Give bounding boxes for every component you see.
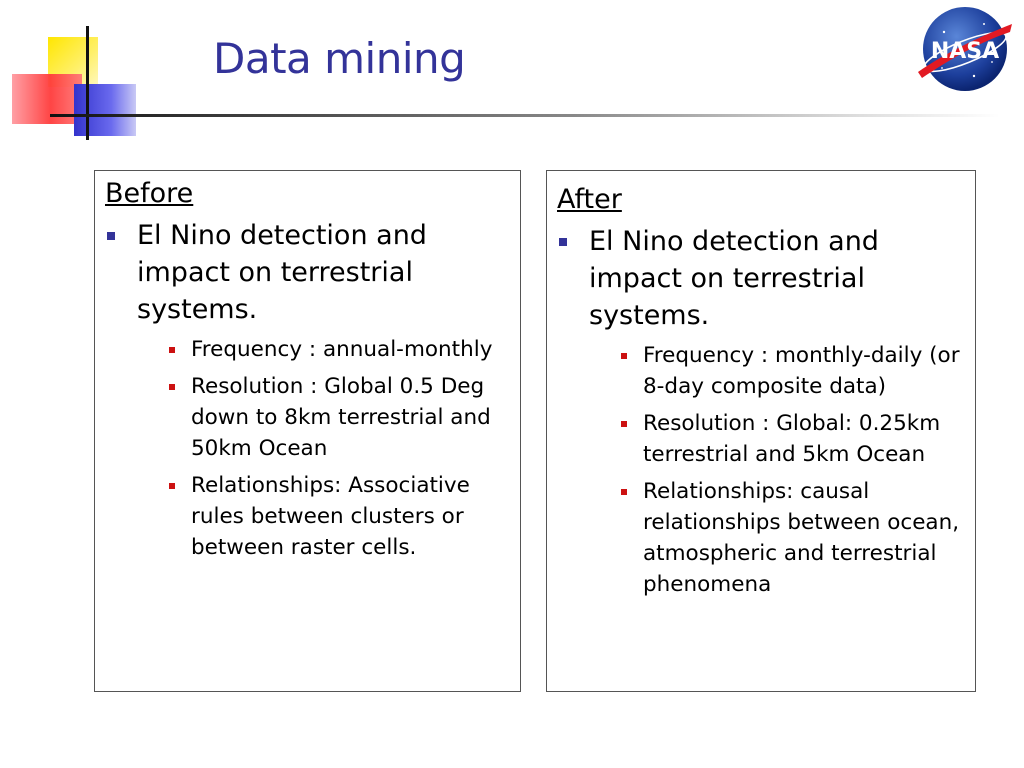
square-bullet-icon [169,384,175,390]
after-main-text: El Nino detection and impact on terrestrial systems. [589,226,879,331]
before-sub-bullet-resolution [145,371,510,464]
square-bullet-icon [169,347,175,353]
before-panel [94,170,521,692]
after-panel [546,170,976,692]
after-sub-bullet-frequency [597,340,965,402]
after-heading: After [557,184,622,215]
after-sub-bullet-relationships [597,476,965,600]
before-frequency-text: Frequency : annual-monthly [191,337,493,362]
square-bullet-icon [621,421,627,427]
before-main-bullet [105,217,510,328]
square-bullet-icon [621,489,627,495]
before-sub-bullet-relationships [145,470,510,563]
before-sub-bullet-frequency [145,334,510,365]
nasa-logo-icon [914,2,1016,96]
square-bullet-icon [107,232,115,240]
ornament-blue-square [74,84,136,136]
square-bullet-icon [559,238,567,246]
square-bullet-icon [621,353,627,359]
svg-text:NASA: NASA [930,39,1000,64]
after-frequency-text: Frequency : monthly-daily (or 8-day composite data) [643,343,960,399]
square-bullet-icon [169,483,175,489]
title-underline [50,114,1000,117]
after-main-bullet [557,223,965,334]
before-main-text: El Nino detection and impact on terrestrial systems. [137,220,427,325]
before-heading: Before [105,178,194,209]
after-relationships-text: Relationships: causal relationships between ocean, atmospheric and terrestrial phenomena [643,479,960,597]
after-resolution-text: Resolution : Global: 0.25km terrestrial and 5km Ocean [643,411,941,467]
slide-title: Data mining [213,34,466,83]
after-sub-bullet-resolution [597,408,965,470]
corner-ornament [0,0,145,145]
before-relationships-text: Relationships: Associative rules between clusters or between raster cells. [191,473,470,560]
before-resolution-text: Resolution : Global 0.5 Deg down to 8km terrestrial and 50km Ocean [191,374,491,461]
ornament-vertical-line [86,26,89,140]
